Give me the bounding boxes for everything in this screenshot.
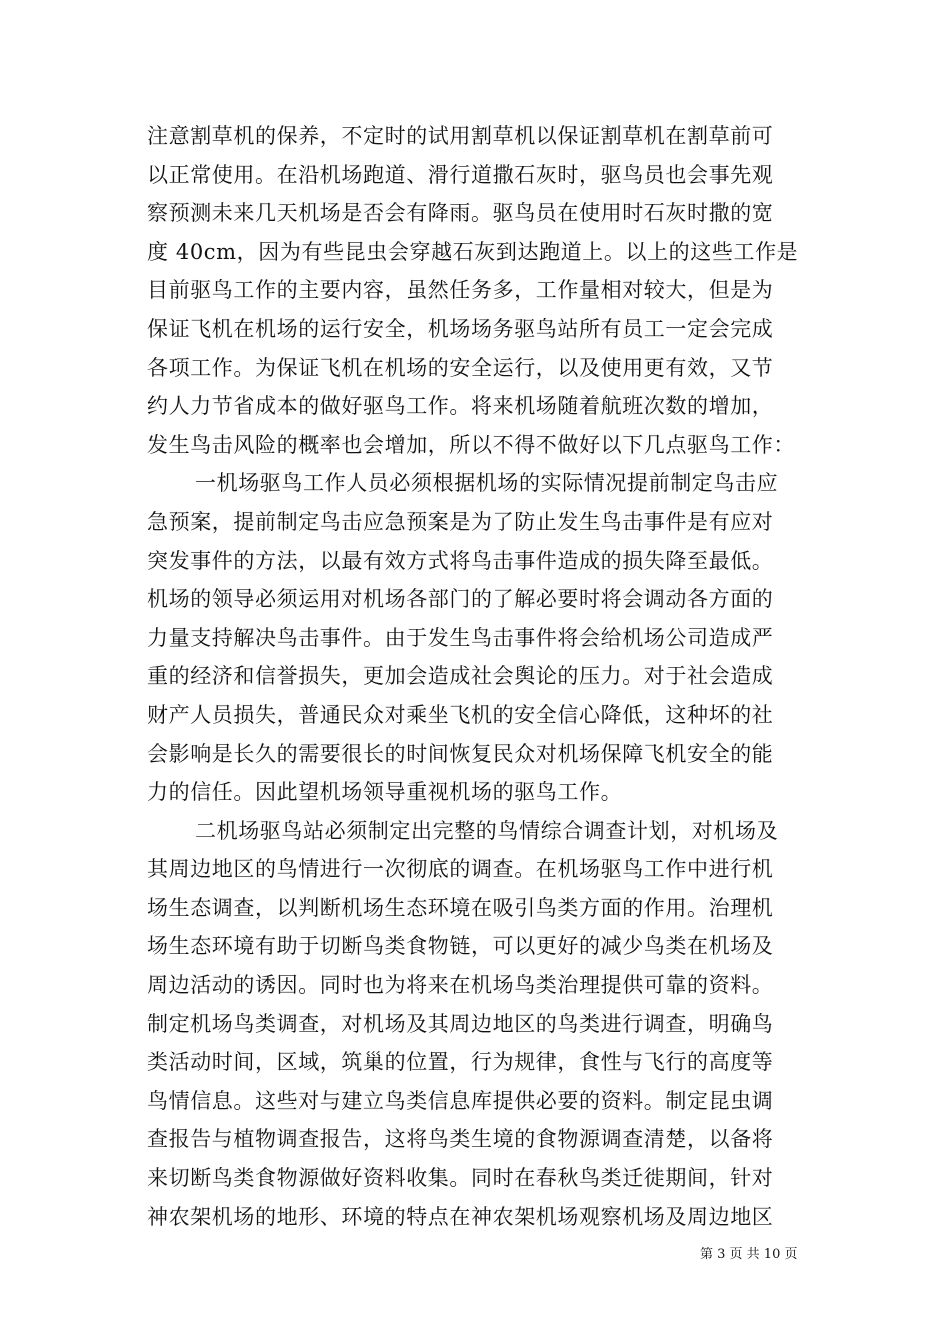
paragraph-1-first-line: 一机场驱鸟工作人员必须根据机场的实际情况提前制定鸟击应 [195, 471, 779, 496]
text-line: 类活动时间，区域，筑巢的位置，行为规律，食性与飞行的高度等 [147, 1050, 774, 1075]
text-line: 场生态调查，以判断机场生态环境在吸引鸟类方面的作用。治理机 [147, 895, 774, 920]
text-line: 以正常使用。在沿机场跑道、滑行道撒石灰时，驱鸟员也会事先观 [147, 162, 774, 187]
text-line: 各项工作。为保证飞机在机场的安全运行，以及使用更有效，又节 [147, 355, 774, 380]
text-line: 重的经济和信誉损失，更加会造成社会舆论的压力。对于社会造成 [147, 664, 774, 689]
paragraph-2-first-line: 二机场驱鸟站必须制定出完整的鸟情综合调查计划，对机场及 [195, 818, 779, 843]
text-line: 来切断鸟类食物源做好资料收集。同时在春秋鸟类迁徙期间，针对 [147, 1166, 774, 1191]
text-line: 力量支持解决鸟击事件。由于发生鸟击事件将会给机场公司造成严 [147, 625, 774, 650]
text-line: 财产人员损失，普通民众对乘坐飞机的安全信心降低，这种坏的社 [147, 702, 774, 727]
text-line: 察预测未来几天机场是否会有降雨。驱鸟员在使用时石灰时撒的宽 [147, 201, 774, 226]
text-line: 急预案，提前制定鸟击应急预案是为了防止发生鸟击事件是有应对 [147, 509, 774, 534]
text-line: 制定机场鸟类调查，对机场及其周边地区的鸟类进行调查，明确鸟 [147, 1011, 774, 1036]
text-line: 发生鸟击风险的概率也会增加，所以不得不做好以下几点驱鸟工作： [147, 432, 795, 457]
text-line: 周边活动的诱因。同时也为将来在机场鸟类治理提供可靠的资料。 [147, 973, 774, 998]
text-line: 其周边地区的鸟情进行一次彻底的调查。在机场驱鸟工作中进行机 [147, 857, 774, 882]
text-line: 度 40cm，因为有些昆虫会穿越石灰到达跑道上。以上的这些工作是 [147, 239, 799, 264]
text-line: 注意割草机的保养，不定时的试用割草机以保证割草机在割草前可 [147, 124, 774, 148]
text-line: 机场的领导必须运用对机场各部门的了解必要时将会调动各方面的 [147, 587, 774, 612]
page-number: 第 3 页 共 10 页 [700, 1247, 798, 1262]
text-line: 会影响是长久的需要很长的时间恢复民众对机场保障飞机安全的能 [147, 741, 774, 766]
text-line: 目前驱鸟工作的主要内容，虽然任务多，工作量相对较大，但是为 [147, 278, 774, 303]
body-text [147, 117, 810, 1236]
text-line: 查报告与植物调查报告，这将鸟类生境的食物源调查清楚，以备将 [147, 1127, 774, 1152]
text-line: 约人力节省成本的做好驱鸟工作。将来机场随着航班次数的增加， [147, 394, 774, 419]
text-line: 突发事件的方法，以最有效方式将鸟击事件造成的损失降至最低。 [147, 548, 774, 573]
text-line: 场生态环境有助于切断鸟类食物链，可以更好的减少鸟类在机场及 [147, 934, 774, 959]
text-line: 保证飞机在机场的运行安全，机场场务驱鸟站所有员工一定会完成 [147, 316, 774, 341]
text-line: 神农架机场的地形、环境的特点在神农架机场观察机场及周边地区 [147, 1204, 774, 1229]
text-line: 力的信任。因此望机场领导重视机场的驱鸟工作。 [147, 780, 623, 805]
text-line: 鸟情信息。这些对与建立鸟类信息库提供必要的资料。制定昆虫调 [147, 1088, 774, 1113]
